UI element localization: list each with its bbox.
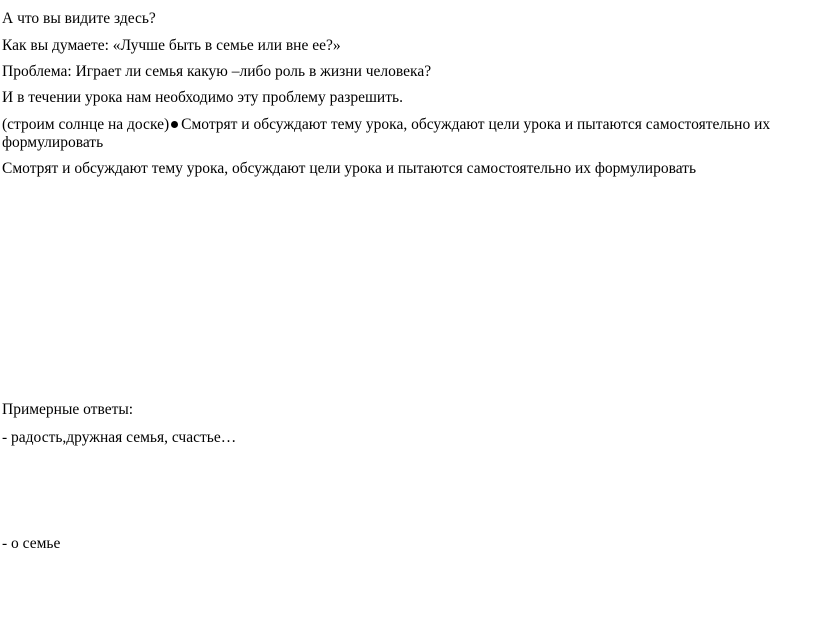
activity-prefix: (строим солнце на доске) xyxy=(2,116,170,133)
answer-item-2: - о семье xyxy=(2,535,61,552)
bullet-icon xyxy=(171,121,178,128)
problem-line: Проблема: Играет ли семья какую –либо роль в жизни человека? xyxy=(2,63,432,80)
activity-line xyxy=(2,116,814,152)
question-line-2: Как вы думаете: «Лучше быть в семье или вне ее?» xyxy=(2,37,341,54)
activity-text: Смотрят и обсуждают тему урока, обсуждают цели урока и пытаются самостоятельно их формулировать xyxy=(2,116,771,151)
answer-item-1: - радость,дружная семья, счастье… xyxy=(2,429,237,446)
question-line-1: А что вы видите здесь? xyxy=(2,10,156,27)
answers-heading: Примерные ответы: xyxy=(2,401,134,418)
activity-repeat-line: Смотрят и обсуждают тему урока, обсуждают цели урока и пытаются самостоятельно их формулировать xyxy=(2,160,697,177)
lesson-goal-line: И в течении урока нам необходимо эту проблему разрешить. xyxy=(2,89,403,106)
